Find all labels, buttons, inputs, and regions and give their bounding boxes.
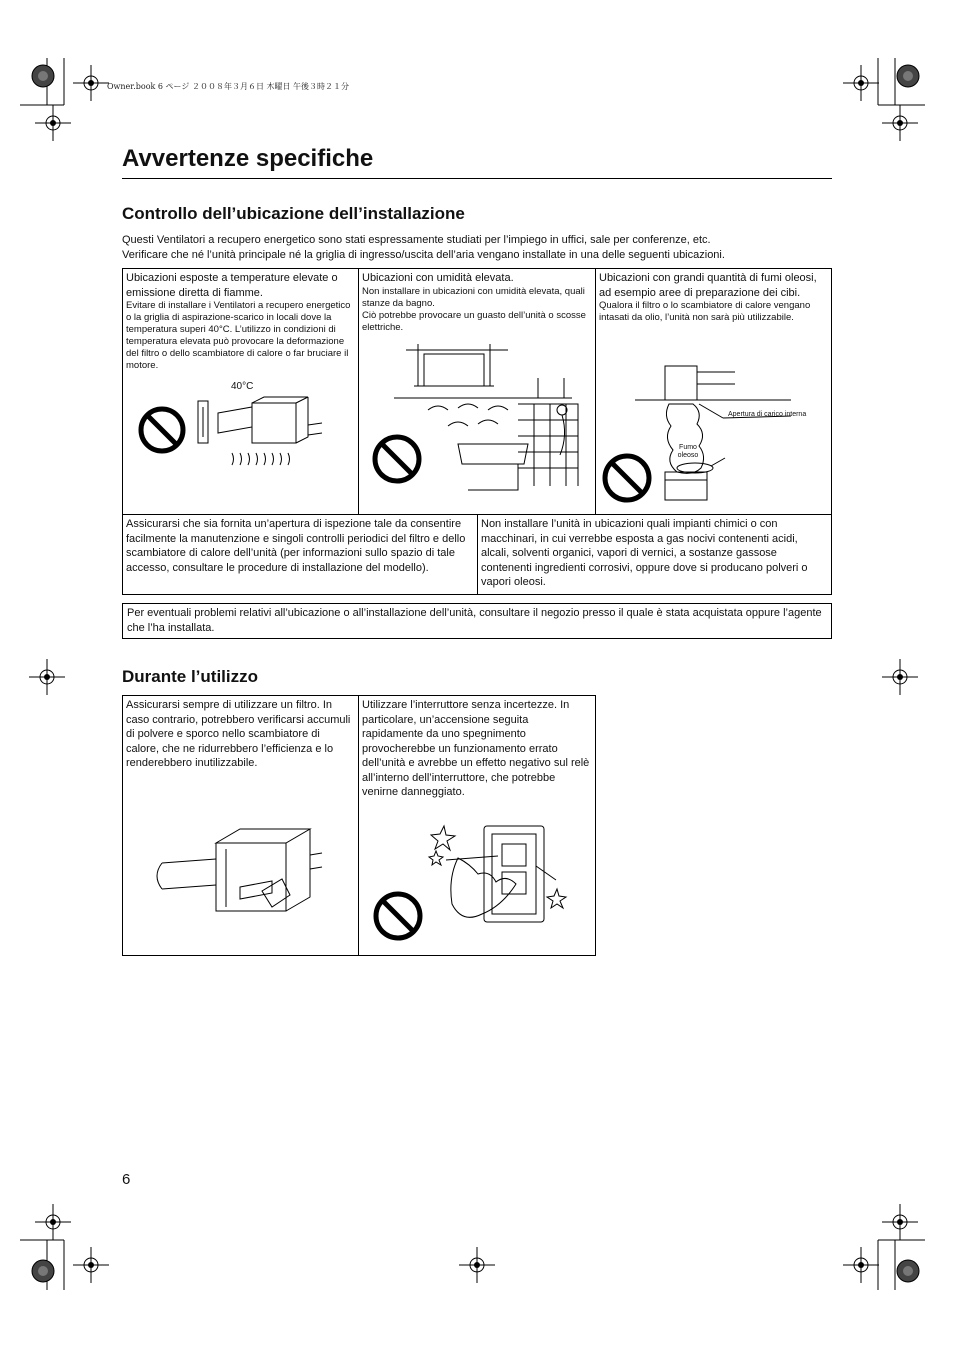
cell-chemical-plants: Non installare l’unità in ubicazioni quali impianti chimici o con macchinari, in cui verrebbe esposta a gas nocivi contenenti acidi, alcali, solventi organici, vapori di vernici, a sostanze gassose contenenti ingredienti corrosivi, oppure dove si producano polveri o vapori oleosi. (481, 518, 808, 588)
file-info: Owner.book 6 ページ ２００８年３月６日 木曜日 午後３時２１分 (107, 82, 350, 91)
page-number: 6 (122, 1171, 131, 1188)
cell-high-humidity (358, 269, 595, 336)
prohibition-icon (137, 405, 187, 455)
cell-body: Qualora il filtro o lo scambiatore di calore vengano intasati da olio, l’unità non sarà più utilizzabile. (599, 300, 811, 323)
prohibition-icon (371, 433, 423, 485)
label-internal-opening: Apertura di carico interna (728, 411, 807, 418)
cell-body: Non installare in ubicazioni con umidità elevata, quali stanze da bagno. (362, 285, 585, 309)
cell-body: Evitare di installare i Ventilatori a recupero energetico o la griglia di aspirazione-scarico in locali dove la temperatura superi 40°C. L’utilizzo in condizioni di temperatura elevata può provocare la deformazione del filtro o dello scambiatore di calore o far bruciare il motore. (126, 300, 351, 371)
label-oily-smoke: Fumo oleoso (677, 444, 699, 459)
section-heading-installation: Controllo dell’ubicazione dell’installazione (122, 204, 465, 223)
cell-title: Ubicazioni con grandi quantità di fumi oleosi, ad esempio aree di preparazione dei cibi. (599, 272, 817, 299)
intro-line-1: Questi Ventilatori a recupero energetico sono stati espressamente studiati per l’impiego in uffici, sale per conferenze, etc. (122, 234, 711, 246)
section-intro (122, 233, 832, 263)
cell-title: Ubicazioni con umidità elevata. (362, 272, 514, 284)
cell-oily-smoke (595, 269, 832, 326)
cell-switch-usage: Utilizzare l’interruttore senza incertezze. In particolare, un’accensione seguita rapidamente da uno spegnimento provocherebbe un funzionamento errato dell’unità e avrebbe un effetto negativo sul relè all’interno dell’interruttore, che potrebbe venirne danneggiato. (362, 699, 590, 798)
cell-inspection-opening: Assicurarsi che sia fornita un’apertura di ispezione tale da consentire facilmente la manutenzione e singoli controlli periodici del filtro e dello scambiatore di calore dell’unità (per informazioni sullo spazio di tale accesso, consultare le procedure di installazione del modello). (126, 518, 466, 574)
prohibition-icon (372, 890, 424, 942)
intro-line-2: Verificare che né l’unità principale né la griglia di ingresso/uscita dell’aria vengano installate in una delle seguenti ubicazioni. (122, 249, 725, 261)
filter-unit-illustration (122, 815, 358, 925)
cell-body: Ciò potrebbe provocare un guasto dell’unità o scosse elettriche. (362, 309, 586, 333)
temperature-label: 40°C (231, 381, 254, 392)
cell-title: Ubicazioni esposte a temperature elevate o emissione diretta di fiamme. (126, 272, 338, 299)
prohibition-icon (601, 452, 653, 504)
title-divider (122, 178, 832, 179)
note-text: Per eventuali problemi relativi all’ubicazione o all’installazione dell’unità, consultare il negozio presso il quale è stata acquistata oppure l’agente che l’ha installata. (127, 607, 822, 634)
page-title: Avvertenze specifiche (122, 145, 374, 172)
cell-use-filter: Assicurarsi sempre di utilizzare un filtro. In caso contrario, potrebbero verificarsi accumuli di polvere e sporco nello scambiatore di calore, che ne ridurrebbero l’efficienza e lo renderebbero inutilizzabile. (126, 699, 351, 769)
cell-high-temperature (122, 269, 358, 374)
section-heading-usage: Durante l’utilizzo (122, 667, 258, 686)
